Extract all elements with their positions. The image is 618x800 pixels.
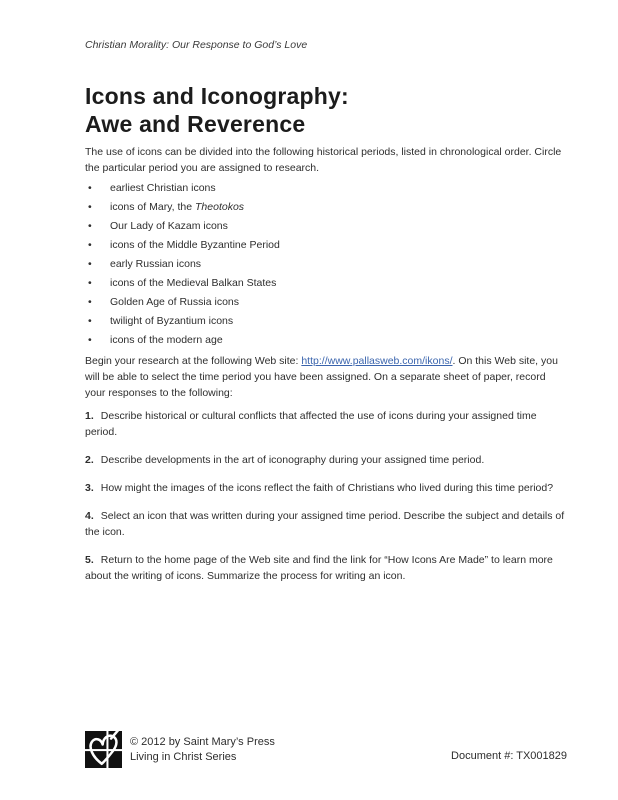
intro-paragraph: The use of icons can be divided into the following historical periods, listed in chronological order. Circle the particular period you are assigned to research. [85, 146, 562, 174]
historical-periods-list [85, 179, 567, 350]
list-item-label: icons of the Medieval Balkan States [110, 277, 277, 289]
question-number: 4. [85, 510, 94, 522]
question-number: 5. [85, 554, 94, 566]
page-content [85, 0, 567, 584]
list-item-label: Our Lady of Kazam icons [110, 220, 228, 232]
list-item [85, 255, 567, 274]
page-title-line1: Icons and Iconography: [85, 83, 349, 109]
question-text: Describe historical or cultural conflicts that affected the use of icons during your assigned time period. [85, 410, 537, 438]
list-item [85, 198, 567, 217]
list-item [85, 331, 567, 350]
list-item-label: early Russian icons [110, 258, 202, 270]
list-item [85, 179, 567, 198]
bullet-icon: • [88, 334, 92, 346]
list-item-label: icons of the Middle Byzantine Period [110, 239, 280, 251]
question-item-5 [85, 552, 567, 584]
page-title [85, 82, 567, 138]
bullet-icon: • [88, 239, 92, 251]
bullet-icon: • [88, 296, 92, 308]
research-text-before: Begin your research at the following Web site: [85, 355, 302, 367]
question-text: Return to the home page of the Web site and find the link for “How Icons Are Made” to learn more about the writing of icons. Summarize the process for writing an icon. [85, 554, 553, 582]
document-number: Document #: TX001829 [451, 750, 567, 762]
question-number: 1. [85, 410, 94, 422]
list-item-label: Golden Age of Russia icons [110, 296, 239, 308]
list-item [85, 293, 567, 312]
list-item-label: icons of Mary, the [110, 201, 196, 213]
list-item [85, 236, 567, 255]
bullet-icon: • [88, 220, 92, 232]
list-item-label: earliest Christian icons [110, 182, 216, 194]
footer-credits [130, 735, 275, 765]
bullet-icon: • [88, 315, 92, 327]
list-item [85, 217, 567, 236]
question-text: Select an icon that was written during your assigned time period. Describe the subject and details of the icon. [85, 510, 565, 538]
footer-series: Living in Christ Series [130, 751, 237, 763]
research-paragraph [85, 353, 567, 401]
bullet-icon: • [88, 258, 92, 270]
saint-marys-press-logo-icon [85, 731, 122, 768]
question-item-1 [85, 408, 567, 440]
bullet-icon: • [88, 201, 92, 213]
pallasweb-link[interactable]: http://www.pallasweb.com/ikons/ [301, 355, 453, 367]
list-item [85, 312, 567, 331]
bullet-icon: • [88, 182, 92, 194]
question-item-4 [85, 508, 567, 540]
page-footer [0, 730, 618, 775]
list-item-label: twilight of Byzantium icons [110, 315, 234, 327]
question-item-3 [85, 480, 567, 496]
footer-copyright: © 2012 by Saint Mary’s Press [130, 736, 275, 748]
question-item-2 [85, 452, 567, 468]
question-text: Describe developments in the art of iconography during your assigned time period. [100, 454, 485, 466]
page-title-line2: Awe and Reverence [85, 111, 306, 137]
research-text-after: . On this Web site, you will be able to select the time period you have been assigned. On a separate sheet of paper, record your responses to the following: [85, 355, 558, 399]
list-item-label-italic: Theotokos [195, 201, 245, 213]
bullet-icon: • [88, 277, 92, 289]
question-number: 3. [85, 482, 94, 494]
list-item [85, 274, 567, 293]
question-text: How might the images of the icons reflect the faith of Christians who lived during this time period? [100, 482, 554, 494]
list-item-label: icons of the modern age [110, 334, 223, 346]
question-number: 2. [85, 454, 94, 466]
running-head: Christian Morality: Our Response to God’s Love [85, 39, 308, 51]
